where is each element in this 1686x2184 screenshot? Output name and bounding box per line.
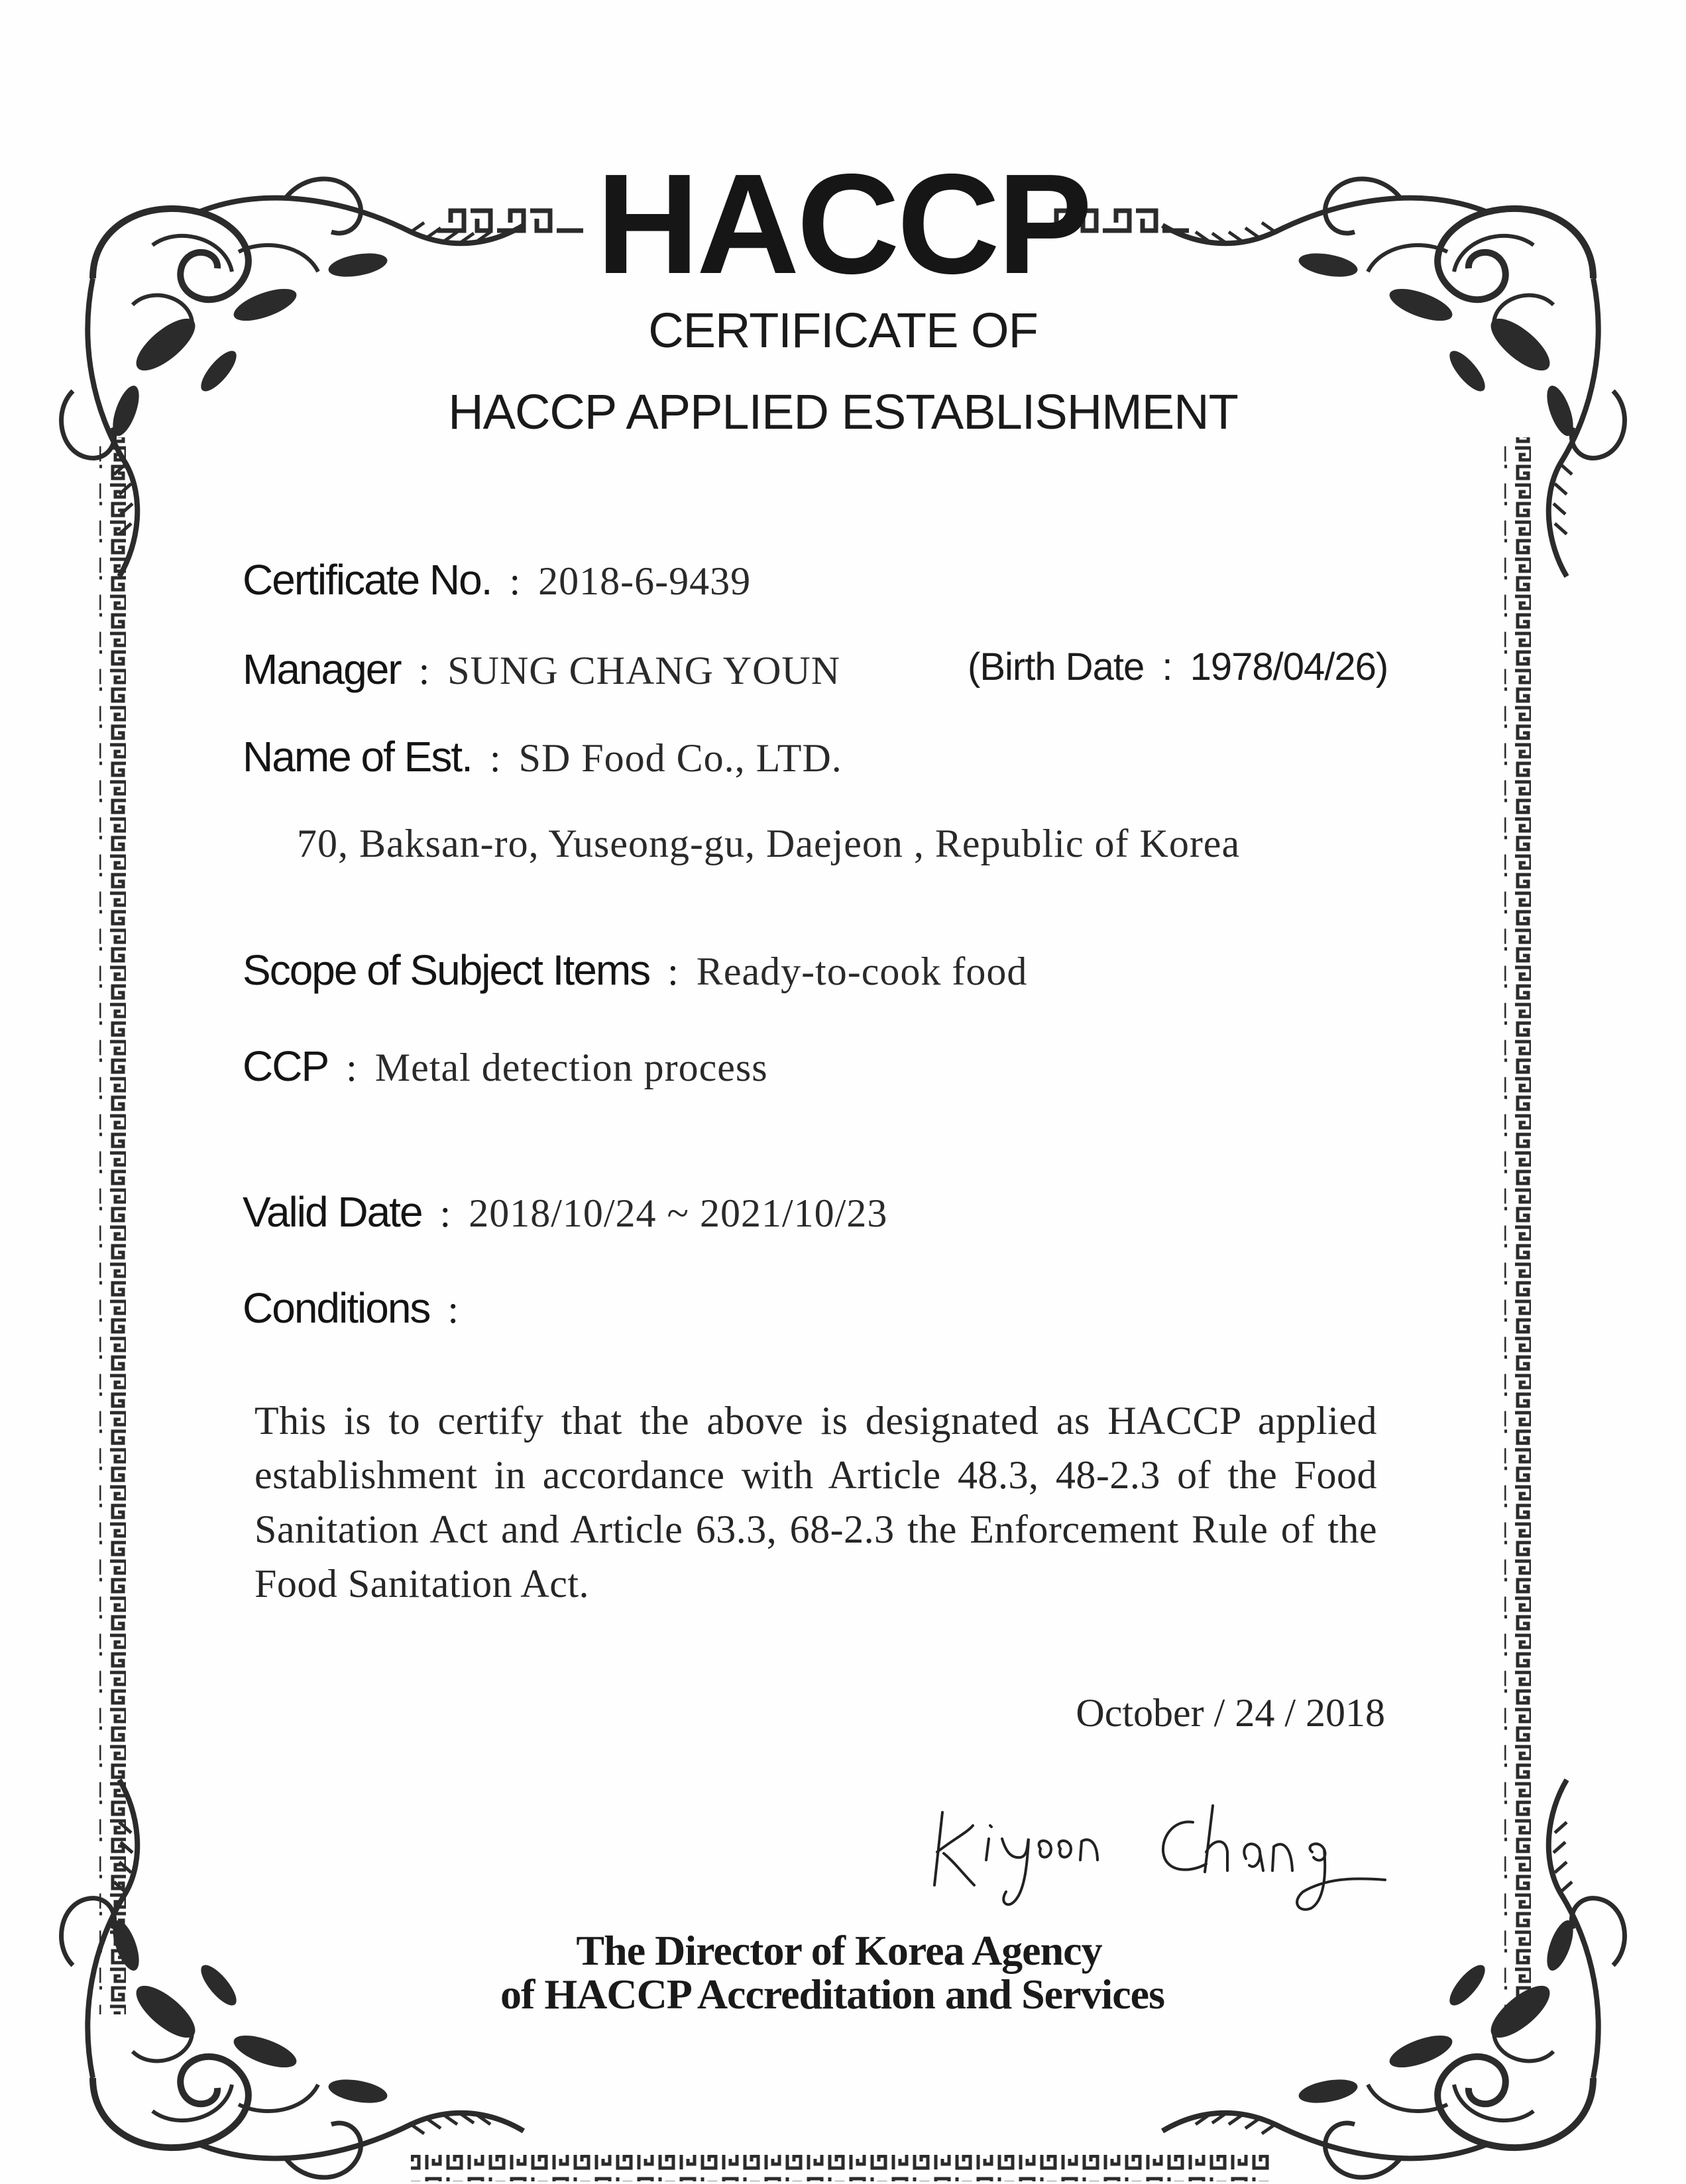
subtitle-line-1: CERTIFICATE OF xyxy=(648,303,1038,358)
separator: : xyxy=(509,559,521,603)
separator: : xyxy=(447,1287,459,1331)
birth-date-value: 1978/04/26) xyxy=(1190,645,1388,688)
certification-statement: This is to certify that the above is designated as HACCP applied establishment in accordance with Article 48.3, 48-2.3 of the Food Sanitation Act and Article 63.3, 68-2.3 the Enforcement Rule of the Food Sanitation Act. xyxy=(254,1399,1377,1606)
valid-date-label: Valid Date xyxy=(243,1188,422,1236)
separator: : xyxy=(346,1046,357,1089)
establishment-label: Name of Est. xyxy=(243,733,472,781)
separator: : xyxy=(1162,645,1172,688)
manager-value: SUNG CHANG YOUN xyxy=(447,649,841,692)
establishment-value: SD Food Co., LTD. xyxy=(518,736,842,780)
separator: : xyxy=(489,736,501,780)
valid-date-row xyxy=(243,1188,888,1236)
establishment-row xyxy=(243,733,842,781)
ccp-label: CCP xyxy=(243,1042,329,1090)
separator: : xyxy=(439,1191,451,1235)
director-title-line-2: of HACCP Accreditation and Services xyxy=(500,1971,1164,2018)
issue-date: October / 24 / 2018 xyxy=(1076,1691,1385,1735)
conditions-label: Conditions xyxy=(243,1284,430,1332)
manager-label: Manager xyxy=(243,645,401,693)
director-title-line-1: The Director of Korea Agency xyxy=(576,1927,1102,1974)
separator: : xyxy=(418,649,430,692)
birth-date xyxy=(968,645,1388,688)
establishment-address: 70, Baksan-ro, Yuseong-gu, Daejeon , Republic of Korea xyxy=(297,822,1241,865)
certificate-no-row xyxy=(243,556,752,604)
certificate-no-value: 2018-6-9439 xyxy=(538,559,752,603)
haccp-logo-title: HACCP xyxy=(596,144,1090,303)
birth-date-label: (Birth Date xyxy=(968,645,1145,688)
valid-date-value: 2018/10/24 ~ 2021/10/23 xyxy=(469,1191,888,1235)
conditions-row xyxy=(243,1284,467,1332)
manager-row xyxy=(243,645,841,693)
scope-label: Scope of Subject Items xyxy=(243,946,650,994)
scope-row xyxy=(243,946,1028,994)
ccp-row xyxy=(243,1042,768,1090)
separator: : xyxy=(667,950,679,993)
ccp-value: Metal detection process xyxy=(374,1046,768,1089)
scope-value: Ready-to-cook food xyxy=(696,950,1028,993)
subtitle-line-2: HACCP APPLIED ESTABLISHMENT xyxy=(448,384,1238,439)
director-signature xyxy=(928,1786,1392,1918)
certificate-no-label: Certificate No. xyxy=(243,556,492,604)
